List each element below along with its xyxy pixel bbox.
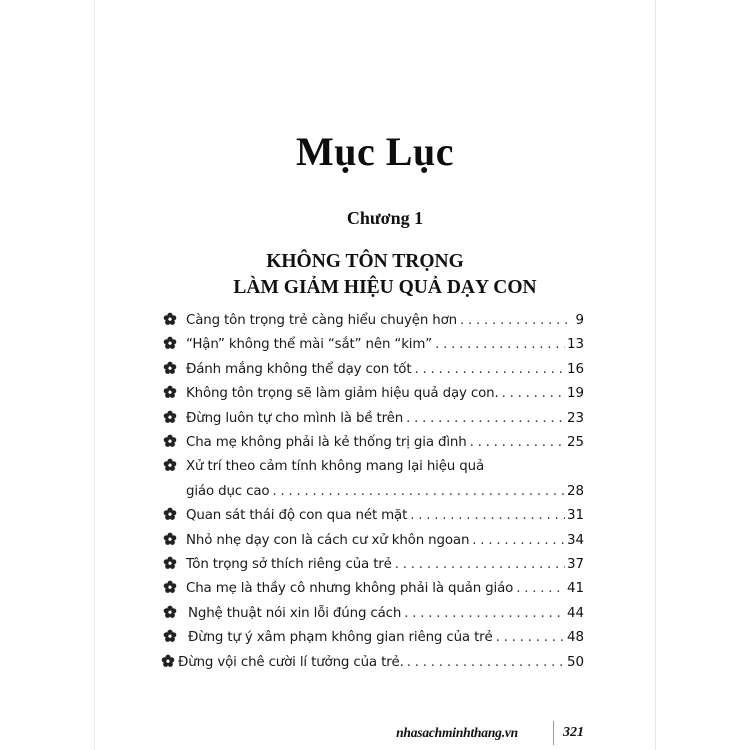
- page-title: Mục Lục: [296, 129, 454, 174]
- dot-leader: [272, 480, 565, 504]
- dot-leader: [404, 602, 565, 626]
- flower-bullet-icon: [163, 312, 177, 326]
- flower-bullet-icon: [163, 434, 177, 448]
- footer-website: nhasachminhthang.vn: [396, 725, 518, 740]
- section-title-line-1: KHÔNG TÔN TRỌNG: [266, 251, 464, 272]
- dot-leader: [496, 626, 565, 650]
- toc-entry-page: 16: [566, 361, 584, 377]
- toc-entry[interactable]: [160, 626, 584, 650]
- dot-leader: [460, 309, 573, 333]
- toc-entry[interactable]: [160, 309, 584, 333]
- footer-divider: [553, 721, 554, 745]
- toc-entry-page: 28: [566, 483, 584, 499]
- flower-bullet-icon: [163, 385, 177, 399]
- page-right-edge: [655, 0, 656, 750]
- toc-entry[interactable]: [160, 602, 584, 626]
- toc-entry-title: Càng tôn trọng trẻ càng hiểu chuyện hơn: [186, 313, 457, 328]
- toc-entry-page: 34: [566, 532, 584, 548]
- flower-bullet-icon: [161, 654, 175, 668]
- flower-bullet-icon: [163, 410, 177, 424]
- dot-leader: [414, 358, 565, 382]
- flower-bullet-icon: [163, 580, 177, 594]
- flower-bullet-icon: [163, 629, 177, 643]
- dot-leader: [435, 333, 565, 357]
- toc-entry-title: Nhỏ nhẹ dạy con là cách cư xử khôn ngoan: [186, 532, 470, 548]
- toc-entry-page: 13: [566, 337, 584, 353]
- toc-entry[interactable]: [160, 553, 584, 577]
- page-left-edge: [94, 0, 95, 750]
- page-footer: [0, 721, 750, 747]
- toc-entry-title: Không tôn trọng sẽ làm giảm hiệu quả dạy con.: [186, 386, 499, 402]
- chapter-heading: Chương 1: [346, 208, 424, 228]
- toc-entry-title: Cha mẹ là thầy cô nhưng không phải là quản giáo: [186, 581, 514, 597]
- section-title: [0, 249, 750, 301]
- flower-bullet-icon: [163, 336, 177, 350]
- toc-entry-page: 31: [566, 508, 584, 524]
- toc-entry-title: Tôn trọng sở thích riêng của trẻ: [186, 557, 392, 573]
- toc-entry-page: 19: [566, 386, 584, 402]
- flower-bullet-icon: [163, 507, 177, 521]
- toc-entry-title: Đừng tự ý xâm phạm không gian riêng của trẻ: [188, 630, 493, 646]
- toc-entry-title: Đừng vội chê cười lí tưởng của trẻ.: [178, 654, 404, 670]
- toc-entry-page: 25: [566, 435, 584, 451]
- toc-entry-page: 41: [566, 581, 584, 597]
- toc-entry-title: Xử trí theo cảm tính không mang lại hiệu quả: [186, 459, 484, 475]
- toc-entry-title: Nghệ thuật nói xin lỗi đúng cách: [188, 605, 402, 621]
- toc-entry-page: 23: [566, 410, 584, 426]
- toc-entry-title-continued: giáo dục cao: [186, 483, 270, 499]
- toc-entry[interactable]: [160, 431, 584, 455]
- toc-entry-title: Quan sát thái độ con qua nét mặt: [186, 508, 408, 524]
- dot-leader: [502, 382, 565, 406]
- footer-page-number: 321: [563, 725, 584, 740]
- dot-leader: [516, 577, 565, 601]
- flower-bullet-icon: [163, 532, 177, 546]
- toc-entry-title: Cha mẹ không phải là kẻ thống trị gia đình: [186, 435, 467, 451]
- dot-leader: [407, 651, 565, 675]
- toc-entry-page: 50: [566, 654, 584, 670]
- dot-leader: [472, 529, 565, 553]
- dot-leader: [395, 553, 565, 577]
- toc-entry-page: 37: [566, 557, 584, 573]
- toc-entry-title: “Hận” không thể mài “sắt” nên “kim”: [186, 337, 433, 353]
- toc-entry[interactable]: [160, 358, 584, 382]
- toc-entry[interactable]: [160, 651, 584, 675]
- flower-bullet-icon: [163, 458, 177, 472]
- section-title-line-2: LÀM GIẢM HIỆU QUẢ DẠY CON: [233, 277, 537, 298]
- toc-entry-page: 9: [575, 313, 584, 328]
- toc-entry-title: Đừng luôn tự cho mình là bề trên: [186, 410, 404, 426]
- flower-bullet-icon: [163, 361, 177, 375]
- toc-entry[interactable]: [160, 382, 584, 406]
- flower-bullet-icon: [163, 605, 177, 619]
- toc-entry-page: 44: [566, 605, 584, 621]
- toc-entry[interactable]: [160, 529, 584, 553]
- toc-entry[interactable]: [160, 577, 584, 601]
- toc-entry-title: Đánh mắng không thể dạy con tốt: [186, 361, 412, 377]
- toc-entry[interactable]: [160, 455, 584, 504]
- toc-entry[interactable]: [160, 504, 584, 528]
- flower-bullet-icon: [163, 556, 177, 570]
- dot-leader: [470, 431, 565, 455]
- dot-leader: [410, 504, 565, 528]
- toc-entry[interactable]: [160, 407, 584, 431]
- toc-entry[interactable]: [160, 333, 584, 357]
- table-of-contents: [160, 309, 584, 675]
- dot-leader: [406, 407, 565, 431]
- toc-entry-page: 48: [566, 630, 584, 646]
